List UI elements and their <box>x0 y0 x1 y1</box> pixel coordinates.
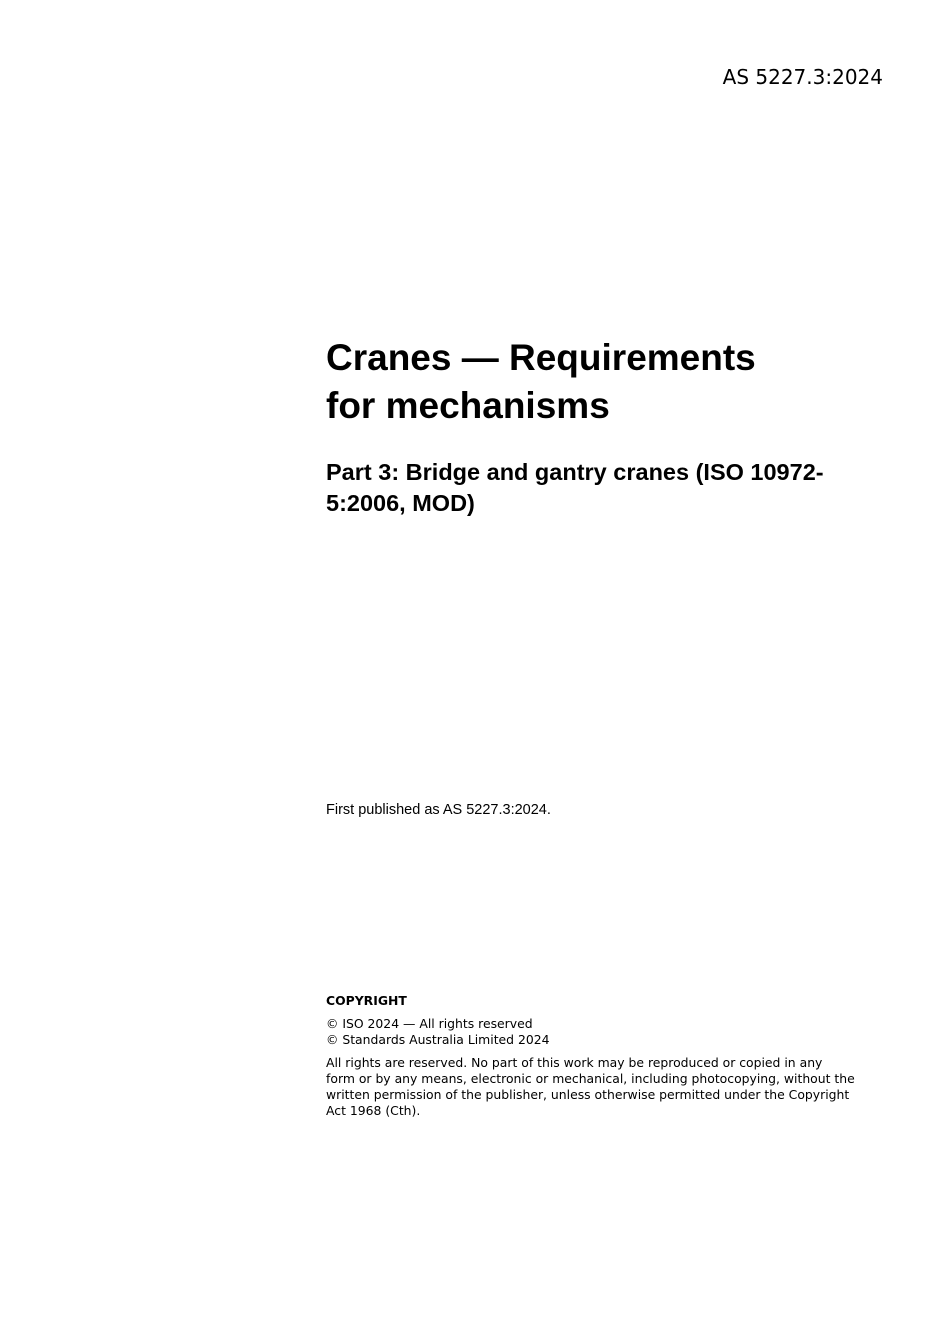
subtitle-line: 5:2006, MOD) <box>326 490 475 516</box>
title-line: for mechanisms <box>326 385 610 426</box>
rights-statement-line: All rights are reserved. No part of this work may be reproduced or copied in any <box>326 1055 823 1070</box>
rights-statement-line: form or by any means, electronic or mechanical, including photocopying, without the <box>326 1071 855 1086</box>
document-subtitle <box>326 457 866 519</box>
rights-statement-line: written permission of the publisher, unless otherwise permitted under the Copyright <box>326 1087 850 1102</box>
standard-number: AS 5227.3:2024 <box>722 65 883 89</box>
subtitle-line: Part 3: Bridge and gantry cranes (ISO 10972- <box>326 459 824 485</box>
document-title <box>326 334 846 430</box>
rights-statement-line: Act 1968 (Cth). <box>326 1103 421 1118</box>
rights-statement <box>326 1055 866 1119</box>
copyright-heading: COPYRIGHT <box>326 993 407 1008</box>
copyright-section <box>326 993 866 1119</box>
title-line: Cranes — Requirements <box>326 337 756 378</box>
copyright-notice: © ISO 2024 — All rights reserved <box>326 1016 533 1031</box>
first-published-note: First published as AS 5227.3:2024. <box>326 802 551 818</box>
copyright-notice: © Standards Australia Limited 2024 <box>326 1032 550 1047</box>
